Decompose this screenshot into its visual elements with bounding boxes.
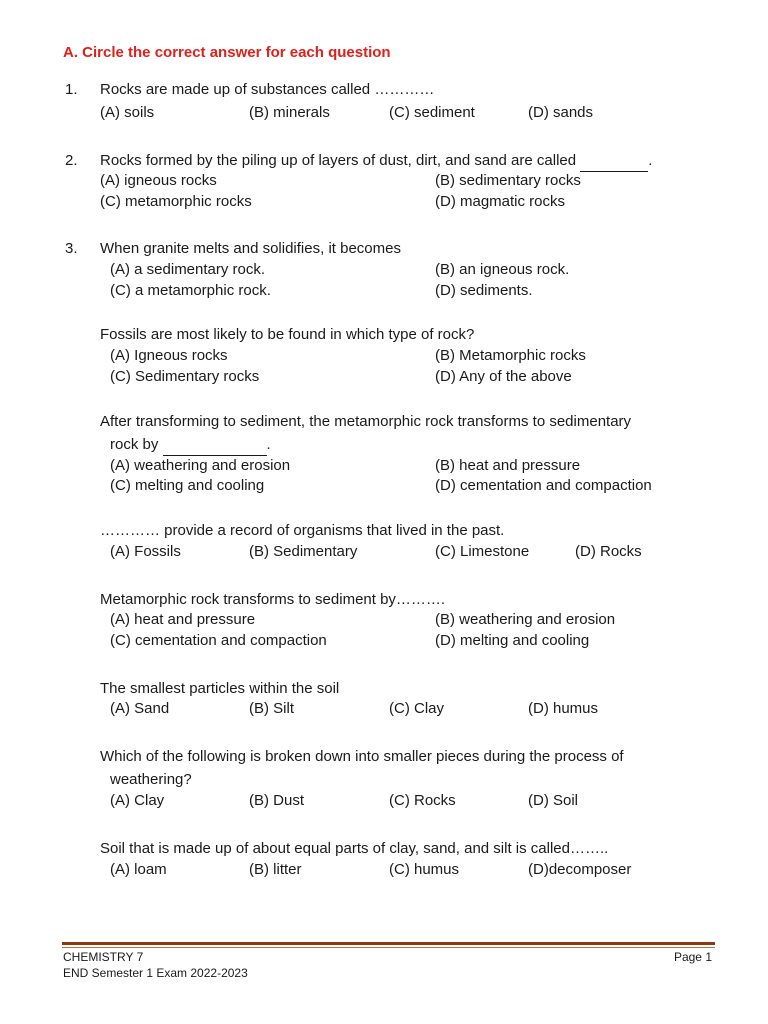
option-d[interactable]: (D) sands [528,104,594,121]
option-a[interactable]: (A) Clay [110,792,165,809]
option-a[interactable]: (A) Igneous rocks [110,347,228,364]
option-b[interactable]: (B) sedimentary rocks [435,172,581,189]
question-1-options [0,102,768,123]
stem-text: rock by [110,436,159,453]
question-stem: Metamorphic rock transforms to sediment by………. [100,591,446,608]
option-b[interactable]: (B) minerals [249,104,330,121]
option-c[interactable]: (C) sediment [389,104,475,121]
option-d[interactable]: (D) Soil [528,792,579,809]
section-heading: A. Circle the correct answer for each question [63,44,391,61]
question-9-options [0,790,768,811]
option-d[interactable]: (D) cementation and compaction [435,477,652,494]
footer-page-number: Page 1 [673,950,712,964]
stem-end: . [266,436,271,453]
question-10-options [0,859,768,880]
question-7-options-row-2 [0,630,768,651]
option-d[interactable]: (D) magmatic rocks [435,193,566,210]
option-a[interactable]: (A) a sedimentary rock. [110,261,266,278]
option-a[interactable]: (A) heat and pressure [110,611,256,628]
option-b[interactable]: (B) weathering and erosion [435,611,616,628]
question-stem-continued [110,434,271,456]
question-stem: Fossils are most likely to be found in which type of rock? [100,326,475,343]
option-b[interactable]: (B) Dust [249,792,305,809]
question-8-options [0,698,768,719]
question-4-options-row-1 [0,345,768,366]
option-b[interactable]: (B) litter [249,861,302,878]
option-c[interactable]: (C) Rocks [389,792,456,809]
question-number: 3. [65,240,78,257]
option-c[interactable]: (C) melting and cooling [110,477,265,494]
option-a[interactable]: (A) loam [110,861,167,878]
question-3-options-row-2 [0,280,768,301]
option-c[interactable]: (C) cementation and compaction [110,632,327,649]
question-stem: After transforming to sediment, the metamorphic rock transforms to sedimentary [100,413,632,430]
option-b[interactable]: (B) Silt [249,700,294,717]
option-b[interactable]: (B) heat and pressure [435,457,581,474]
question-5-options-row-1 [0,455,768,476]
option-c[interactable]: (C) a metamorphic rock. [110,282,271,299]
option-c[interactable]: (C) humus [389,861,460,878]
option-d[interactable]: (D) Rocks [575,543,642,560]
option-c[interactable]: (C) metamorphic rocks [100,193,252,210]
footer-exam-title: END Semester 1 Exam 2022-2023 [63,966,248,980]
option-a[interactable]: (A) igneous rocks [100,172,217,189]
option-a[interactable]: (A) weathering and erosion [110,457,291,474]
question-2-options-row-2 [0,191,768,212]
question-stem: The smallest particles within the soil [100,680,340,697]
option-b[interactable]: (B) an igneous rock. [435,261,570,278]
option-b[interactable]: (B) Metamorphic rocks [435,347,586,364]
question-number: 2. [65,152,78,169]
option-c[interactable]: (C) Sedimentary rocks [110,368,260,385]
question-stem: Which of the following is broken down into smaller pieces during the process of [100,748,624,765]
question-3-options-row-1 [0,259,768,280]
stem-text: Rocks formed by the piling up of layers of dust, dirt, and sand are called [100,152,577,169]
option-d[interactable]: (D) melting and cooling [435,632,590,649]
option-a[interactable]: (A) Sand [110,700,170,717]
option-d[interactable]: (D) Any of the above [435,368,572,385]
stem-end: . [648,152,653,169]
question-stem: When granite melts and solidifies, it becomes [100,240,401,257]
question-stem: Rocks are made up of substances called ………… [100,81,435,98]
question-5-options-row-2 [0,475,768,496]
option-a[interactable]: (A) Fossils [110,543,181,560]
answer-blank [163,434,267,456]
option-c[interactable]: (C) Clay [389,700,444,717]
question-2-options-row-1 [0,170,768,191]
question-stem [100,150,652,172]
footer-rule-thick [62,942,715,945]
option-d[interactable]: (D) sediments. [435,282,533,299]
question-stem: Soil that is made up of about equal parts of clay, sand, and silt is called…….. [100,840,609,857]
question-4-options-row-2 [0,366,768,387]
option-a[interactable]: (A) soils [100,104,155,121]
option-d[interactable]: (D)decomposer [528,861,632,878]
question-number: 1. [65,81,78,98]
footer-subject: CHEMISTRY 7 [63,950,144,964]
answer-blank [580,150,648,172]
question-stem: ………… provide a record of organisms that lived in the past. [100,522,505,539]
question-7-options-row-1 [0,609,768,630]
footer-rule-thin [62,947,715,948]
option-c[interactable]: (C) Limestone [435,543,530,560]
question-6-options [0,541,768,562]
option-d[interactable]: (D) humus [528,700,599,717]
option-b[interactable]: (B) Sedimentary [249,543,358,560]
question-stem-continued: weathering? [110,771,192,788]
